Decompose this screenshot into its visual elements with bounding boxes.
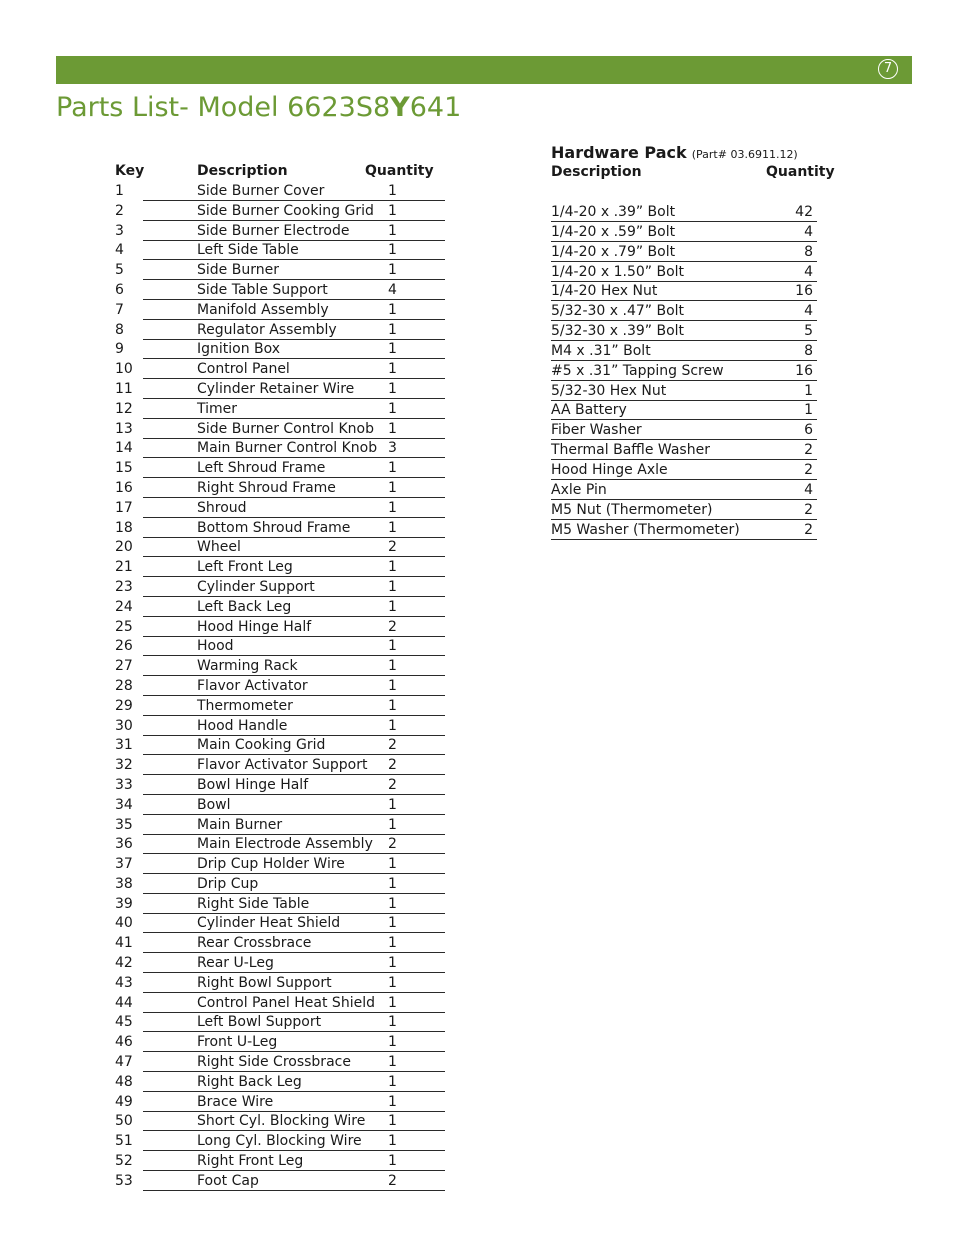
part-description: Foot Cap <box>197 1172 259 1189</box>
part-quantity: 1 <box>388 1133 397 1150</box>
table-row <box>115 538 450 558</box>
table-row <box>115 875 450 895</box>
part-quantity: 1 <box>388 697 397 714</box>
part-description: Left Back Leg <box>197 598 292 615</box>
part-quantity: 1 <box>388 677 397 694</box>
hardware-quantity: 2 <box>804 461 813 478</box>
part-quantity: 1 <box>388 895 397 912</box>
part-key: 50 <box>115 1113 133 1130</box>
table-row <box>551 243 841 263</box>
table-row <box>115 1013 450 1033</box>
part-description: Hood Hinge Half <box>197 618 312 635</box>
part-description: Main Burner Control Knob <box>197 440 378 457</box>
table-row <box>551 382 841 402</box>
part-quantity: 1 <box>388 183 397 199</box>
table-row <box>115 261 450 281</box>
part-quantity: 1 <box>388 856 397 873</box>
table-row <box>551 461 841 481</box>
part-key: 24 <box>115 598 133 615</box>
part-key: 44 <box>115 994 133 1011</box>
table-row <box>115 558 450 578</box>
part-description: Rear U-Leg <box>197 955 274 972</box>
hardware-description: 1/4-20 x .59” Bolt <box>551 223 676 240</box>
table-row <box>115 400 450 420</box>
table-row <box>115 657 450 677</box>
part-quantity: 1 <box>388 955 397 972</box>
part-key: 28 <box>115 677 133 694</box>
part-description: Wheel <box>197 539 241 556</box>
row-underline <box>551 261 817 262</box>
part-key: 7 <box>115 301 124 318</box>
part-description: Short Cyl. Blocking Wire <box>197 1113 366 1130</box>
part-description: Main Cooking Grid <box>197 737 326 754</box>
part-key: 30 <box>115 717 133 734</box>
table-row <box>551 421 841 441</box>
part-description: Main Burner <box>197 816 283 833</box>
hardware-quantity: 42 <box>795 204 813 220</box>
part-description: Ignition Box <box>197 341 281 358</box>
part-description: Drip Cup Holder Wire <box>197 856 345 873</box>
table-row <box>115 479 450 499</box>
hardware-description: 1/4-20 x .39” Bolt <box>551 204 676 220</box>
part-quantity: 1 <box>388 1014 397 1031</box>
row-underline <box>551 241 817 242</box>
part-key: 38 <box>115 875 133 892</box>
row-underline <box>551 300 817 301</box>
part-description: Cylinder Support <box>197 578 315 595</box>
part-key: 14 <box>115 440 133 457</box>
part-quantity: 1 <box>388 242 397 259</box>
table-row <box>551 302 841 322</box>
parts-table <box>115 163 450 1192</box>
part-key: 39 <box>115 895 133 912</box>
part-key: 4 <box>115 242 124 259</box>
part-description: Main Electrode Assembly <box>197 836 373 853</box>
part-quantity: 2 <box>388 737 397 754</box>
table-row <box>115 816 450 836</box>
hardware-description: 5/32-30 x .47” Bolt <box>551 303 685 320</box>
row-underline <box>551 439 817 440</box>
hardware-quantity: 2 <box>804 442 813 459</box>
part-quantity: 1 <box>388 460 397 477</box>
part-key: 20 <box>115 539 133 556</box>
part-description: Side Burner Control Knob <box>197 420 374 437</box>
part-description: Front U-Leg <box>197 1034 278 1051</box>
table-row <box>115 756 450 776</box>
table-row <box>115 1112 450 1132</box>
table-row <box>115 855 450 875</box>
parts-table-header <box>115 163 450 182</box>
part-quantity: 1 <box>388 301 397 318</box>
part-key: 31 <box>115 737 133 754</box>
table-row <box>115 796 450 816</box>
part-description: Flavor Activator Support <box>197 757 368 774</box>
part-key: 16 <box>115 479 133 496</box>
part-key: 48 <box>115 1073 133 1090</box>
part-description: Right Bowl Support <box>197 974 332 991</box>
part-description: Long Cyl. Blocking Wire <box>197 1133 362 1150</box>
table-row <box>551 322 841 342</box>
part-key: 41 <box>115 935 133 952</box>
part-key: 45 <box>115 1014 133 1031</box>
part-quantity: 1 <box>388 658 397 675</box>
part-quantity: 1 <box>388 202 397 219</box>
table-row <box>115 598 450 618</box>
table-row <box>115 1033 450 1053</box>
title-suffix: 641 <box>409 92 462 123</box>
part-quantity: 1 <box>388 717 397 734</box>
part-quantity: 1 <box>388 974 397 991</box>
table-row <box>551 203 841 223</box>
part-quantity: 1 <box>388 875 397 892</box>
table-row <box>115 321 450 341</box>
hardware-quantity: 4 <box>804 223 813 240</box>
part-description: Flavor Activator <box>197 677 308 694</box>
table-row <box>115 578 450 598</box>
title-bold-letter: Y <box>390 92 410 123</box>
table-row <box>115 301 450 321</box>
part-quantity: 1 <box>388 420 397 437</box>
part-description: Bowl <box>197 796 231 813</box>
part-key: 1 <box>115 183 124 199</box>
part-quantity: 1 <box>388 598 397 615</box>
part-key: 36 <box>115 836 133 853</box>
hardware-description: #5 x .31” Tapping Screw <box>551 362 724 379</box>
part-description: Manifold Assembly <box>197 301 329 318</box>
table-row <box>115 380 450 400</box>
part-key: 9 <box>115 341 124 358</box>
part-quantity: 1 <box>388 341 397 358</box>
part-description: Side Burner Electrode <box>197 222 350 239</box>
hardware-quantity: 16 <box>795 283 813 300</box>
part-description: Regulator Assembly <box>197 321 337 338</box>
part-description: Timer <box>197 400 238 417</box>
part-description: Hood Handle <box>197 717 288 734</box>
column-header-key: Key <box>115 163 145 179</box>
table-row <box>115 499 450 519</box>
part-description: Right Side Crossbrace <box>197 1054 351 1071</box>
part-quantity: 1 <box>388 796 397 813</box>
part-quantity: 1 <box>388 1093 397 1110</box>
part-description: Right Shroud Frame <box>197 479 336 496</box>
part-key: 15 <box>115 460 133 477</box>
part-key: 11 <box>115 380 133 397</box>
part-key: 34 <box>115 796 133 813</box>
table-row <box>115 1073 450 1093</box>
title-prefix: Parts List- Model 6623S8 <box>56 92 391 123</box>
part-description: Cylinder Heat Shield <box>197 915 341 932</box>
hardware-quantity: 16 <box>795 362 813 379</box>
part-quantity: 1 <box>388 638 397 655</box>
part-key: 10 <box>115 361 133 378</box>
part-key: 8 <box>115 321 124 338</box>
table-row <box>115 1132 450 1152</box>
part-quantity: 1 <box>388 361 397 378</box>
row-underline <box>551 419 817 420</box>
part-quantity: 1 <box>388 380 397 397</box>
table-row <box>551 401 841 421</box>
table-row <box>551 521 841 541</box>
hardware-description: Fiber Washer <box>551 422 642 439</box>
part-description: Shroud <box>197 499 247 516</box>
part-key: 52 <box>115 1153 133 1170</box>
parts-table-body <box>115 182 450 1192</box>
part-key: 35 <box>115 816 133 833</box>
table-row <box>551 481 841 501</box>
hw-column-header-description: Description <box>551 164 642 180</box>
table-row <box>551 263 841 283</box>
part-quantity: 2 <box>388 836 397 853</box>
hardware-description: 1/4-20 x .79” Bolt <box>551 243 676 260</box>
table-row <box>115 202 450 222</box>
hardware-description: 5/32-30 x .39” Bolt <box>551 323 685 340</box>
part-description: Side Burner <box>197 262 279 279</box>
part-quantity: 1 <box>388 994 397 1011</box>
table-row <box>115 340 450 360</box>
part-key: 43 <box>115 974 133 991</box>
hardware-quantity: 1 <box>804 402 813 419</box>
table-row <box>115 835 450 855</box>
part-key: 27 <box>115 658 133 675</box>
part-key: 53 <box>115 1172 133 1189</box>
table-row <box>115 241 450 261</box>
table-row <box>115 281 450 301</box>
part-quantity: 1 <box>388 1054 397 1071</box>
hardware-quantity: 8 <box>804 342 813 359</box>
table-row <box>115 934 450 954</box>
column-header-description: Description <box>197 163 288 179</box>
table-row <box>115 519 450 539</box>
part-description: Right Back Leg <box>197 1073 302 1090</box>
part-key: 5 <box>115 262 124 279</box>
part-key: 32 <box>115 757 133 774</box>
hardware-description: Thermal Baffle Washer <box>551 442 710 459</box>
part-key: 17 <box>115 499 133 516</box>
hardware-description: AA Battery <box>551 402 627 419</box>
table-row <box>551 223 841 243</box>
hardware-description: M5 Washer (Thermometer) <box>551 521 740 538</box>
hardware-quantity: 4 <box>804 481 813 498</box>
hardware-quantity: 8 <box>804 243 813 260</box>
part-key: 40 <box>115 915 133 932</box>
hardware-table-header <box>551 163 841 203</box>
table-row <box>115 895 450 915</box>
part-quantity: 1 <box>388 578 397 595</box>
table-row <box>115 618 450 638</box>
row-underline <box>551 221 817 222</box>
part-description: Right Side Table <box>197 895 310 912</box>
table-row <box>115 1093 450 1113</box>
row-underline <box>551 479 817 480</box>
part-description: Side Burner Cover <box>197 183 325 199</box>
part-key: 25 <box>115 618 133 635</box>
page-number-badge: 7 <box>878 59 898 79</box>
part-key: 47 <box>115 1054 133 1071</box>
part-quantity: 1 <box>388 935 397 952</box>
part-description: Left Side Table <box>197 242 299 259</box>
part-quantity: 2 <box>388 757 397 774</box>
part-quantity: 2 <box>388 1172 397 1189</box>
table-row <box>115 459 450 479</box>
table-row <box>551 501 841 521</box>
table-row <box>551 342 841 362</box>
hardware-pack-table <box>551 143 841 540</box>
hardware-description: M5 Nut (Thermometer) <box>551 501 713 518</box>
part-key: 2 <box>115 202 124 219</box>
row-underline <box>551 380 817 381</box>
row-underline <box>551 320 817 321</box>
row-underline <box>551 400 817 401</box>
part-description: Warming Rack <box>197 658 298 675</box>
hardware-quantity: 4 <box>804 263 813 280</box>
part-key: 23 <box>115 578 133 595</box>
hardware-description: 5/32-30 Hex Nut <box>551 382 667 399</box>
part-quantity: 1 <box>388 262 397 279</box>
hardware-quantity: 2 <box>804 501 813 518</box>
part-description: Drip Cup <box>197 875 259 892</box>
row-underline <box>551 519 817 520</box>
hardware-quantity: 1 <box>804 382 813 399</box>
table-row <box>115 439 450 459</box>
part-key: 46 <box>115 1034 133 1051</box>
table-row <box>115 360 450 380</box>
row-underline <box>143 1190 445 1191</box>
hardware-pack-part-number: (Part# 03.6911.12) <box>691 148 798 161</box>
part-quantity: 1 <box>388 1113 397 1130</box>
part-quantity: 1 <box>388 321 397 338</box>
part-key: 6 <box>115 281 124 298</box>
hardware-description: 1/4-20 x 1.50” Bolt <box>551 263 685 280</box>
part-description: Bowl Hinge Half <box>197 776 309 793</box>
part-quantity: 1 <box>388 400 397 417</box>
hw-column-header-quantity: Quantity <box>766 164 835 180</box>
hardware-quantity: 4 <box>804 303 813 320</box>
part-quantity: 3 <box>388 440 397 457</box>
part-description: Side Table Support <box>197 281 328 298</box>
part-key: 29 <box>115 697 133 714</box>
table-row <box>551 282 841 302</box>
row-underline <box>551 459 817 460</box>
part-description: Bottom Shroud Frame <box>197 519 351 536</box>
part-quantity: 1 <box>388 222 397 239</box>
hardware-description: Hood Hinge Axle <box>551 461 668 478</box>
table-row <box>115 974 450 994</box>
part-description: Thermometer <box>197 697 293 714</box>
table-row <box>115 677 450 697</box>
hardware-table-body <box>551 203 841 540</box>
part-quantity: 4 <box>388 281 397 298</box>
table-row <box>551 441 841 461</box>
table-row <box>551 362 841 382</box>
table-row <box>115 1172 450 1192</box>
row-underline <box>551 281 817 282</box>
table-row <box>115 954 450 974</box>
hardware-pack-heading <box>551 143 841 163</box>
page-title <box>56 92 461 123</box>
part-key: 26 <box>115 638 133 655</box>
part-quantity: 1 <box>388 1034 397 1051</box>
part-key: 51 <box>115 1133 133 1150</box>
part-key: 42 <box>115 955 133 972</box>
part-description: Left Front Leg <box>197 559 293 576</box>
part-quantity: 2 <box>388 618 397 635</box>
part-quantity: 1 <box>388 915 397 932</box>
hardware-quantity: 2 <box>804 521 813 538</box>
part-key: 18 <box>115 519 133 536</box>
part-quantity: 1 <box>388 499 397 516</box>
part-quantity: 1 <box>388 519 397 536</box>
part-quantity: 1 <box>388 816 397 833</box>
part-description: Right Front Leg <box>197 1153 304 1170</box>
part-description: Control Panel Heat Shield <box>197 994 375 1011</box>
hardware-description: 1/4-20 Hex Nut <box>551 283 658 300</box>
part-key: 13 <box>115 420 133 437</box>
table-row <box>115 1053 450 1073</box>
part-description: Brace Wire <box>197 1093 274 1110</box>
part-quantity: 1 <box>388 559 397 576</box>
table-row <box>115 736 450 756</box>
part-key: 37 <box>115 856 133 873</box>
part-quantity: 2 <box>388 776 397 793</box>
hardware-quantity: 6 <box>804 422 813 439</box>
part-description: Side Burner Cooking Grid <box>197 202 374 219</box>
table-row <box>115 1152 450 1172</box>
table-row <box>115 776 450 796</box>
row-underline <box>551 499 817 500</box>
row-underline <box>551 539 817 540</box>
hardware-quantity: 5 <box>804 323 813 340</box>
part-description: Hood <box>197 638 234 655</box>
column-header-quantity: Quantity <box>365 163 434 179</box>
part-description: Left Shroud Frame <box>197 460 326 477</box>
header-bar <box>56 56 912 84</box>
table-row <box>115 697 450 717</box>
row-underline <box>551 360 817 361</box>
part-description: Rear Crossbrace <box>197 935 312 952</box>
part-quantity: 2 <box>388 539 397 556</box>
part-description: Cylinder Retainer Wire <box>197 380 355 397</box>
part-key: 3 <box>115 222 124 239</box>
part-quantity: 1 <box>388 479 397 496</box>
part-key: 21 <box>115 559 133 576</box>
part-key: 12 <box>115 400 133 417</box>
part-key: 33 <box>115 776 133 793</box>
part-quantity: 1 <box>388 1073 397 1090</box>
part-description: Left Bowl Support <box>197 1014 322 1031</box>
part-quantity: 1 <box>388 1153 397 1170</box>
table-row <box>115 420 450 440</box>
part-description: Control Panel <box>197 361 290 378</box>
part-key: 49 <box>115 1093 133 1110</box>
table-row <box>115 637 450 657</box>
table-row <box>115 222 450 242</box>
row-underline <box>551 340 817 341</box>
hardware-description: Axle Pin <box>551 481 607 498</box>
hardware-description: M4 x .31” Bolt <box>551 342 651 359</box>
table-row <box>115 717 450 737</box>
table-row <box>115 914 450 934</box>
table-row <box>115 182 450 202</box>
table-row <box>115 994 450 1014</box>
hardware-pack-title: Hardware Pack <box>551 143 687 162</box>
